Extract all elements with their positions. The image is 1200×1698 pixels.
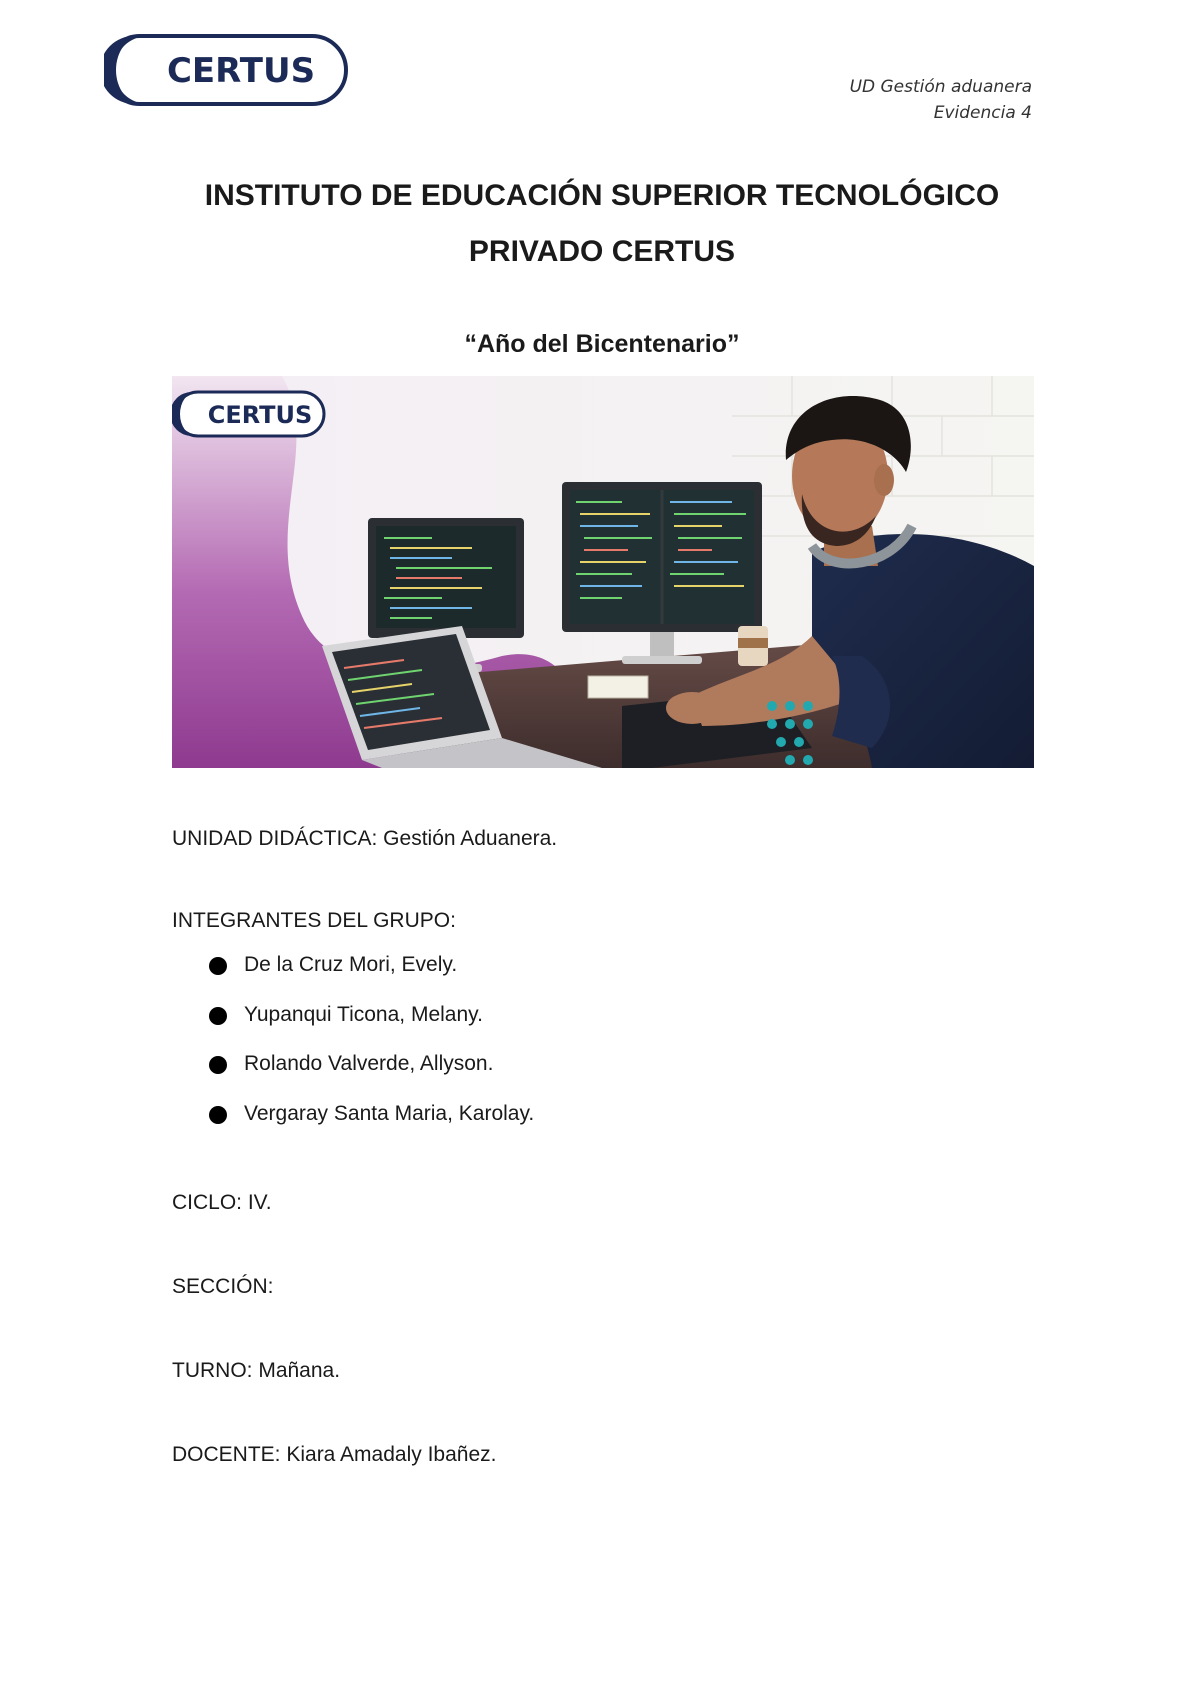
ciclo: CICLO: IV. (172, 1191, 272, 1214)
list-item (208, 1049, 534, 1099)
list-item (208, 1099, 534, 1149)
header-meta (850, 74, 1032, 126)
docente: DOCENTE: Kiara Amadaly Ibañez. (172, 1443, 497, 1466)
bullet-icon (209, 957, 227, 975)
course-line: UD Gestión aduanera (849, 77, 1032, 97)
certus-logo (104, 34, 348, 106)
member-name: De la Cruz Mori, Evely. (244, 953, 458, 976)
list-item (208, 1000, 534, 1050)
bullet-icon (209, 1106, 227, 1124)
programmer-photo-icon (172, 376, 1034, 768)
bullet-icon (209, 1007, 227, 1025)
cover-logo-icon (172, 392, 324, 436)
cover-image (172, 376, 1034, 768)
title-line-1: INSTITUTO DE EDUCACIÓN SUPERIOR TECNOLÓGICO (204, 179, 1000, 212)
member-name: Rolando Valverde, Allyson. (244, 1052, 494, 1075)
member-name: Vergaray Santa Maria, Karolay. (244, 1101, 535, 1125)
members-list (208, 950, 534, 1148)
institution-title (172, 168, 1032, 280)
member-name: Yupanqui Ticona, Melany. (244, 1002, 483, 1026)
bullet-icon (209, 1056, 227, 1074)
seccion: SECCIÓN: (172, 1275, 274, 1298)
list-item (208, 950, 534, 1000)
unidad-didactica: UNIDAD DIDÁCTICA: Gestión Aduanera. (172, 827, 558, 850)
year-subtitle: “Año del Bicentenario” (464, 330, 740, 358)
integrantes-heading: INTEGRANTES DEL GRUPO: (172, 909, 456, 932)
logo-text: CERTUS (166, 51, 316, 91)
title-line-2: PRIVADO CERTUS (468, 235, 736, 268)
evidence-line: Evidencia 4 (933, 103, 1032, 123)
turno: TURNO: Mañana. (172, 1359, 341, 1382)
cover-logo-text: CERTUS (207, 401, 313, 429)
